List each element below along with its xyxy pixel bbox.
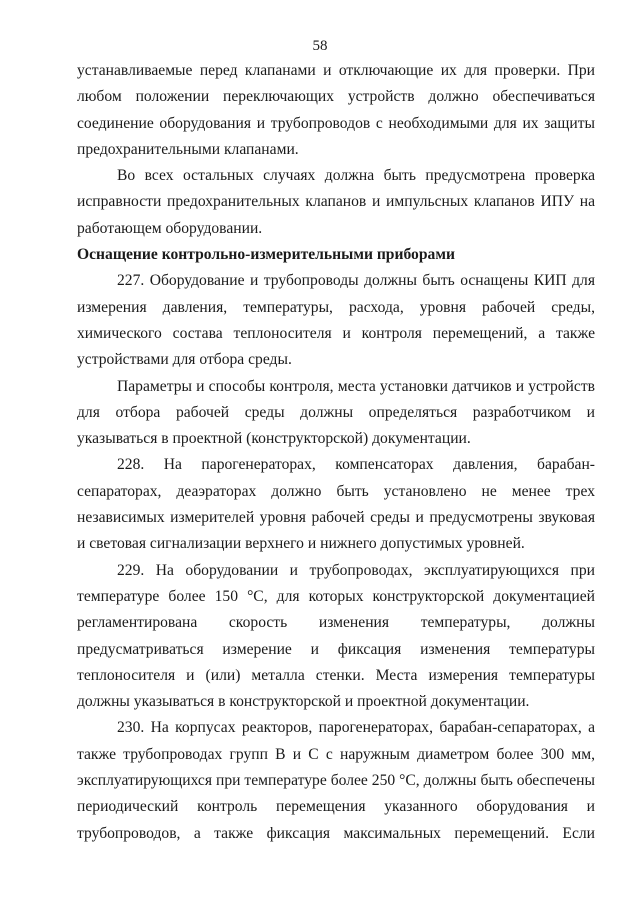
paragraph-229: 229. На оборудовании и трубопроводах, эксплуатирующихся при температуре более 150 °С, для которых конструкторской документацией регламентирована скорость изменения температуры, должны предусматриваться измерение и фиксация изменения температуры теплоносителя и (или) металла стенки. Места измерения температуры должны указываться в конструкторской и проектной документации. xyxy=(77,561,595,711)
paragraph-227-params: Параметры и способы контроля, места установки датчиков и устройств для отбора рабочей среды должны определяться разработчиком и указываться в проектной (конструкторской) документации. xyxy=(77,377,595,448)
paragraph-check-valves: Во всех остальных случаях должна быть предусмотрена проверка исправности предохранительных клапанов и импульсных клапанов ИПУ на работающем оборудовании. xyxy=(77,167,595,237)
paragraph-continuation: устанавливаемые перед клапанами и отключающие их для проверки. При любом положении переключающих устройств должно обеспечиваться соединение оборудования и трубопроводов с необходимыми для их защиты предохранительными клапанами. xyxy=(77,62,595,158)
section-heading: Оснащение контрольно-измерительными приборами xyxy=(77,246,455,264)
paragraph-227: 227. Оборудование и трубопроводы должны быть оснащены КИП для измерения давления, температуры, расхода, уровня рабочей среды, химического состава теплоносителя и контроля перемещений, а также устройствами для отбора среды. xyxy=(77,272,595,369)
document-body xyxy=(77,58,595,847)
paragraph-230: 230. На корпусах реакторов, парогенераторах, барабан-сепараторах, а также трубопроводах групп В и С с наружным диаметром более 300 мм, эксплуатирующихся при температуре более 250 °С, должны быть обеспечены периодический контроль перемещения указанного оборудования и трубопроводов, а также фиксация максимальных перемещений. Если xyxy=(77,719,595,842)
page-number: 58 xyxy=(312,38,328,54)
paragraph-228: 228. На парогенераторах, компенсаторах давления, барабан-сепараторах, деаэраторах должно быть установлено не менее трех независимых измерителей уровня рабочей среды и предусмотрены звуковая и световая сигнализации верхнего и нижнего допустимых уровней. xyxy=(77,456,595,553)
